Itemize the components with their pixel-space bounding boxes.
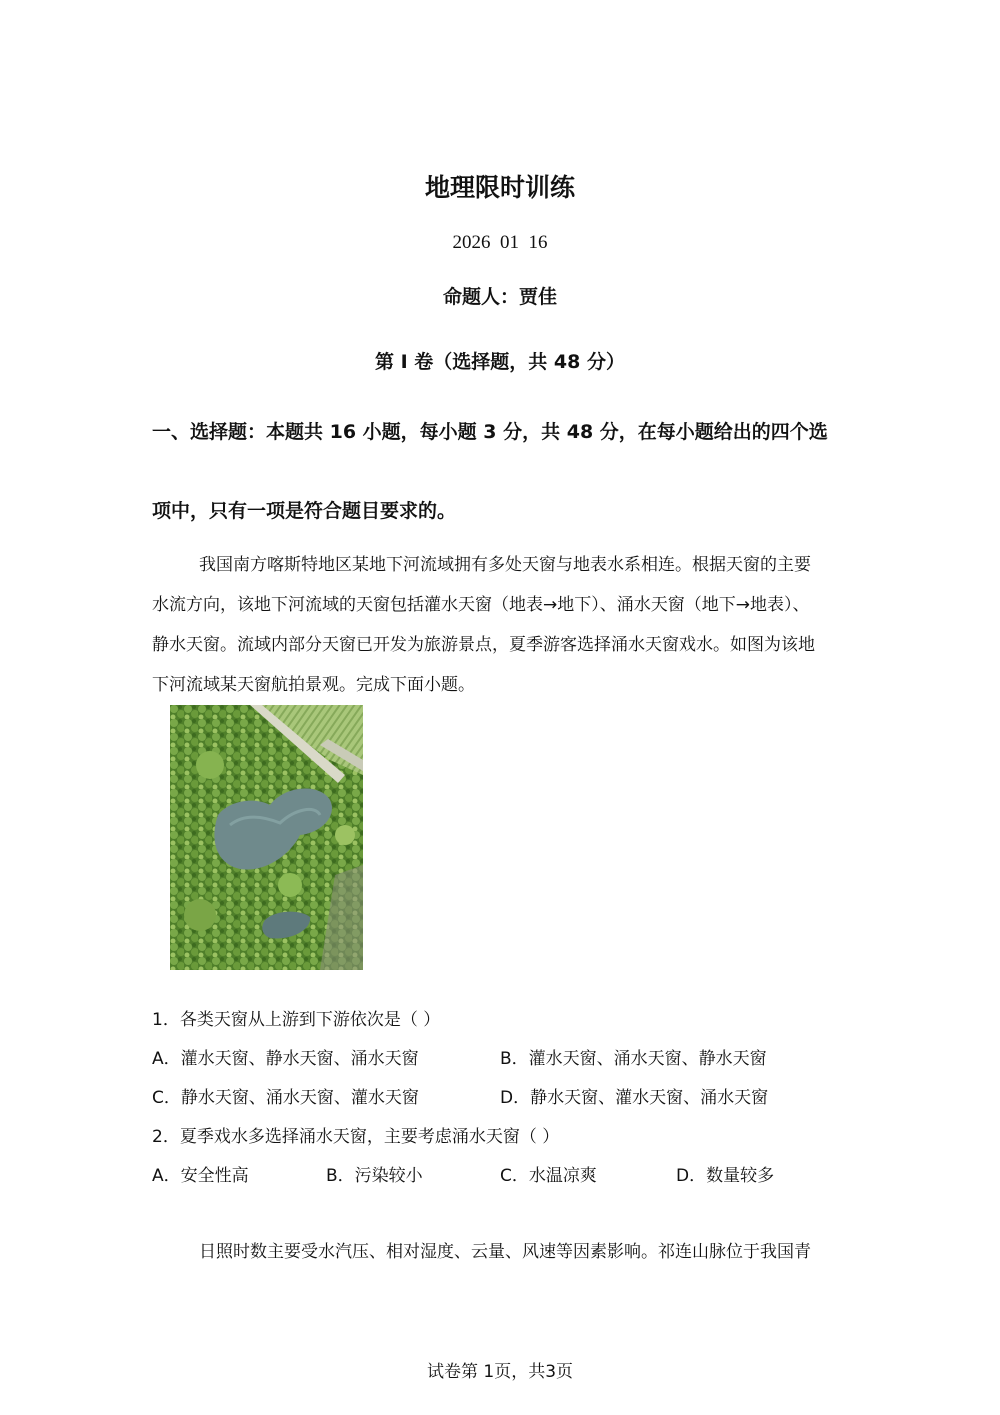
question-2-option-b[interactable]: B．污染较小 bbox=[326, 1166, 423, 1186]
section-title: 第 I 卷（选择题，共 48 分） bbox=[375, 351, 625, 373]
question-2-option-c[interactable]: C．水温凉爽 bbox=[500, 1166, 597, 1186]
question-1-option-a[interactable]: A．灌水天窗、静水天窗、涌水天窗 bbox=[152, 1049, 419, 1069]
passage-2-line-1: 日照时数主要受水汽压、相对湿度、云量、风速等因素影响。祁连山脉位于我国青 bbox=[199, 1242, 811, 1262]
question-1-stem: 1．各类天窗从上游到下游依次是（ ） bbox=[152, 1010, 441, 1030]
question-1-option-b[interactable]: B．灌水天窗、涌水天窗、静水天窗 bbox=[500, 1049, 767, 1069]
question-2-stem: 2．夏季戏水多选择涌水天窗，主要考虑涌水天窗（ ） bbox=[152, 1127, 560, 1147]
question-1-option-c[interactable]: C．静水天窗、涌水天窗、灌水天窗 bbox=[152, 1088, 419, 1108]
passage-1-line-2: 水流方向，该地下河流域的天窗包括灌水天窗（地表→地下）、涌水天窗（地下→地表）、 bbox=[152, 595, 810, 615]
aerial-photo-graphic bbox=[170, 705, 363, 970]
page-footer: 试卷第 1页，共3页 bbox=[426, 1362, 574, 1382]
question-2-option-d[interactable]: D．数量较多 bbox=[676, 1166, 775, 1186]
instructions-line-1: 一、选择题：本题共 16 小题，每小题 3 分，共 48 分，在每小题给出的四个选 bbox=[152, 421, 828, 443]
passage-1-line-3: 静水天窗。流域内部分天窗已开发为旅游景点，夏季游客选择涌水天窗戏水。如图为该地 bbox=[152, 635, 815, 655]
question-1-option-d[interactable]: D．静水天窗、灌水天窗、涌水天窗 bbox=[500, 1088, 769, 1108]
aerial-photo-karst-skylight bbox=[170, 705, 363, 970]
instructions-line-2: 项中，只有一项是符合题目要求的。 bbox=[152, 500, 457, 522]
exam-date: 2026 01 16 bbox=[452, 232, 548, 253]
passage-1-line-4: 下河流域某天窗航拍景观。完成下面小题。 bbox=[152, 675, 475, 695]
document-title: 地理限时训练 bbox=[424, 173, 575, 202]
exam-author: 命题人：贾佳 bbox=[442, 286, 557, 308]
passage-1-line-1: 我国南方喀斯特地区某地下河流域拥有多处天窗与地表水系相连。根据天窗的主要 bbox=[199, 555, 811, 575]
question-2-option-a[interactable]: A．安全性高 bbox=[152, 1166, 249, 1186]
